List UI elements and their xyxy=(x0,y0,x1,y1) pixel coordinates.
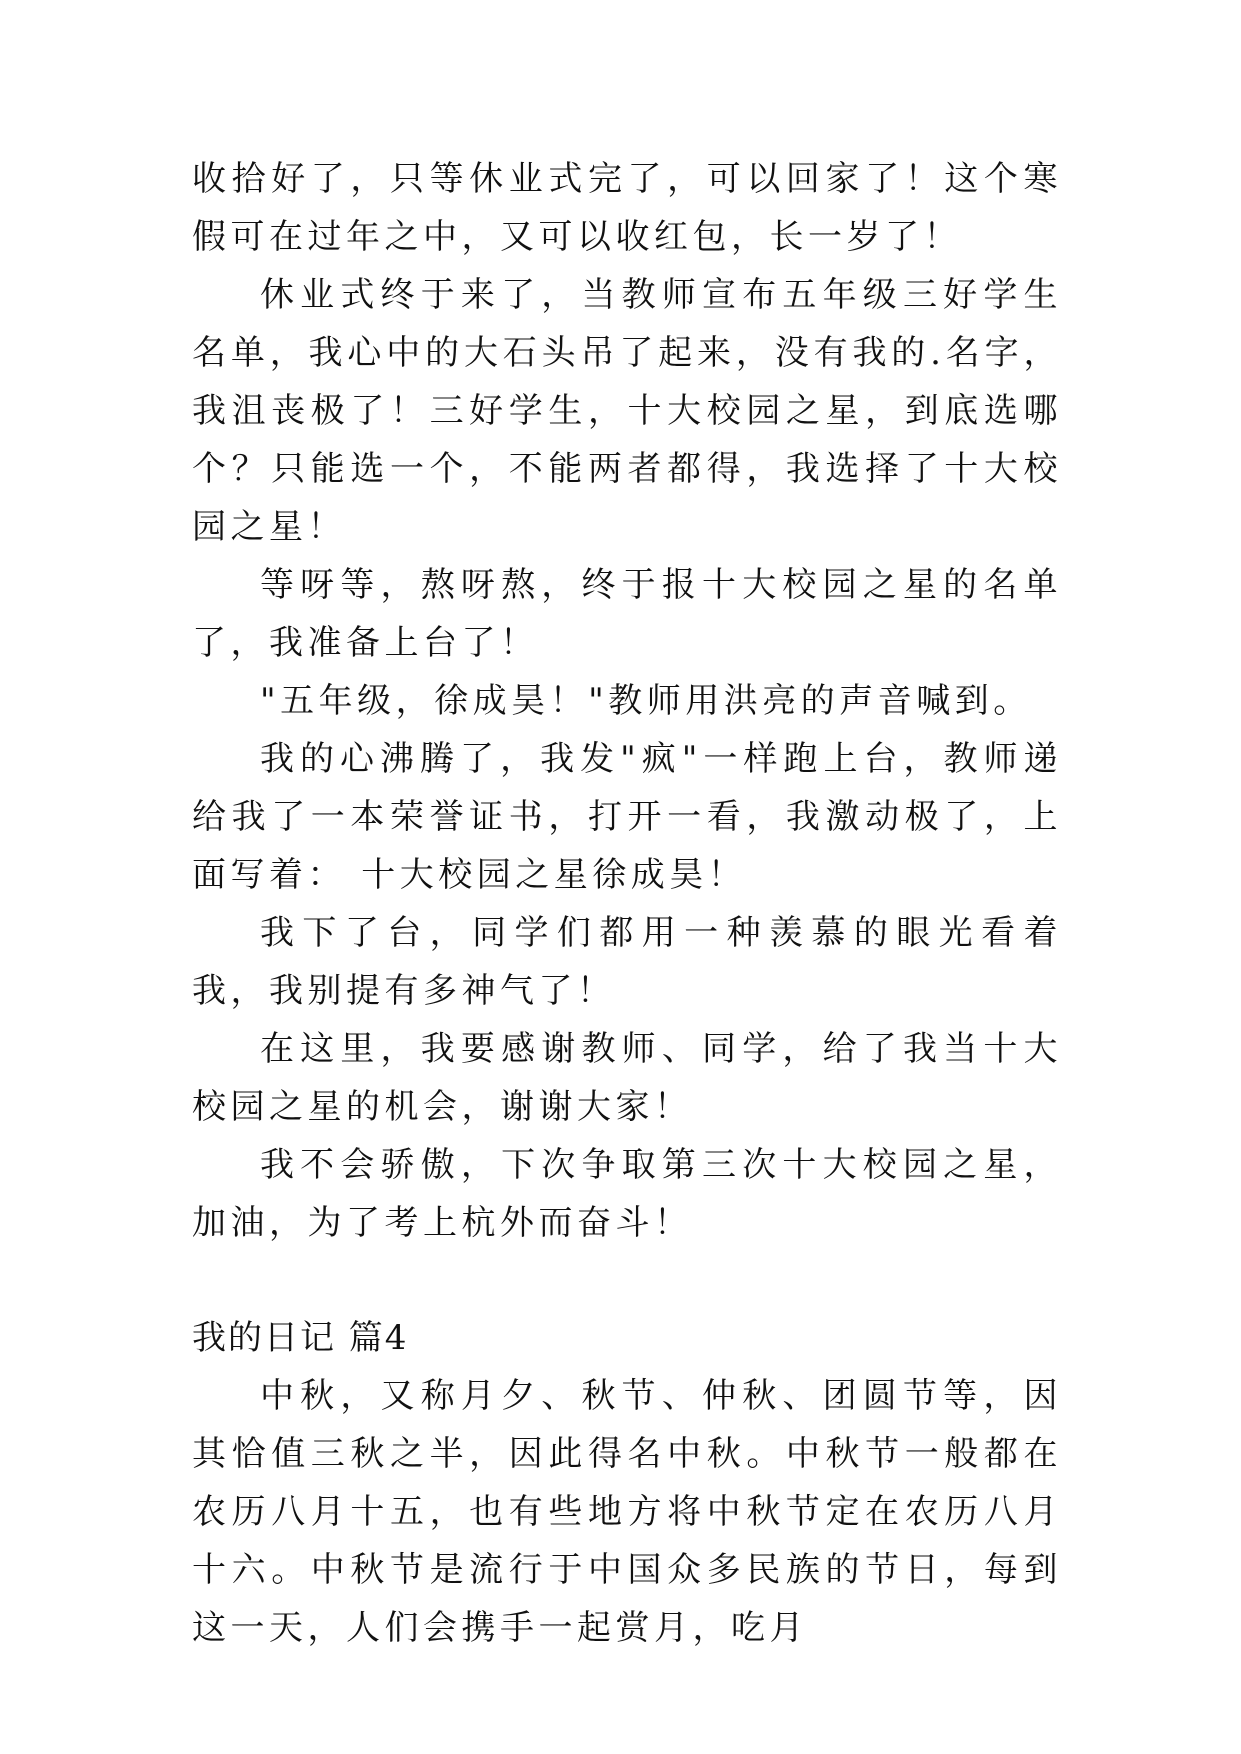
paragraph: 我下了台，同学们都用一种羡慕的眼光看着我，我别提有多神气了！ xyxy=(192,913,1062,1011)
paragraph: "五年级，徐成昊！"教师用洪亮的声音喊到。 xyxy=(260,681,1032,721)
paragraph: 我不会骄傲，下次争取第三次十大校园之星，加油，为了考上杭外而奋斗！ xyxy=(192,1145,1062,1243)
paragraph: 在这里，我要感谢教师、同学，给了我当十大校园之星的机会，谢谢大家！ xyxy=(192,1029,1062,1127)
paragraph-continued: 收拾好了，只等休业式完了，可以回家了！这个寒假可在过年之中，又可以收红包，长一岁了！ xyxy=(192,159,1062,257)
document-body xyxy=(192,150,1062,1657)
paragraph: 中秋，又称月夕、秋节、仲秋、团圆节等，因其恰值三秋之半，因此得名中秋。中秋节一般都在农历八月十五，也有些地方将中秋节定在农历八月十六。中秋节是流行于中国众多民族的节日，每到这一天，人们会携手一起赏月，吃月 xyxy=(192,1376,1062,1648)
paragraph: 我的心沸腾了，我发"疯"一样跑上台，教师递给我了一本荣誉证书，打开一看，我激动极了，上面写着： 十大校园之星徐成昊！ xyxy=(192,739,1062,895)
paragraph: 休业式终于来了，当教师宣布五年级三好学生名单，我心中的大石头吊了起来，没有我的.名字，我沮丧极了！三好学生，十大校园之星，到底选哪个？只能选一个，不能两者都得，我选择了十大校园之星！ xyxy=(192,275,1062,547)
section-heading: 我的日记 篇4 xyxy=(192,1318,409,1358)
paragraph: 等呀等，熬呀熬，终于报十大校园之星的名单了，我准备上台了！ xyxy=(192,565,1062,663)
